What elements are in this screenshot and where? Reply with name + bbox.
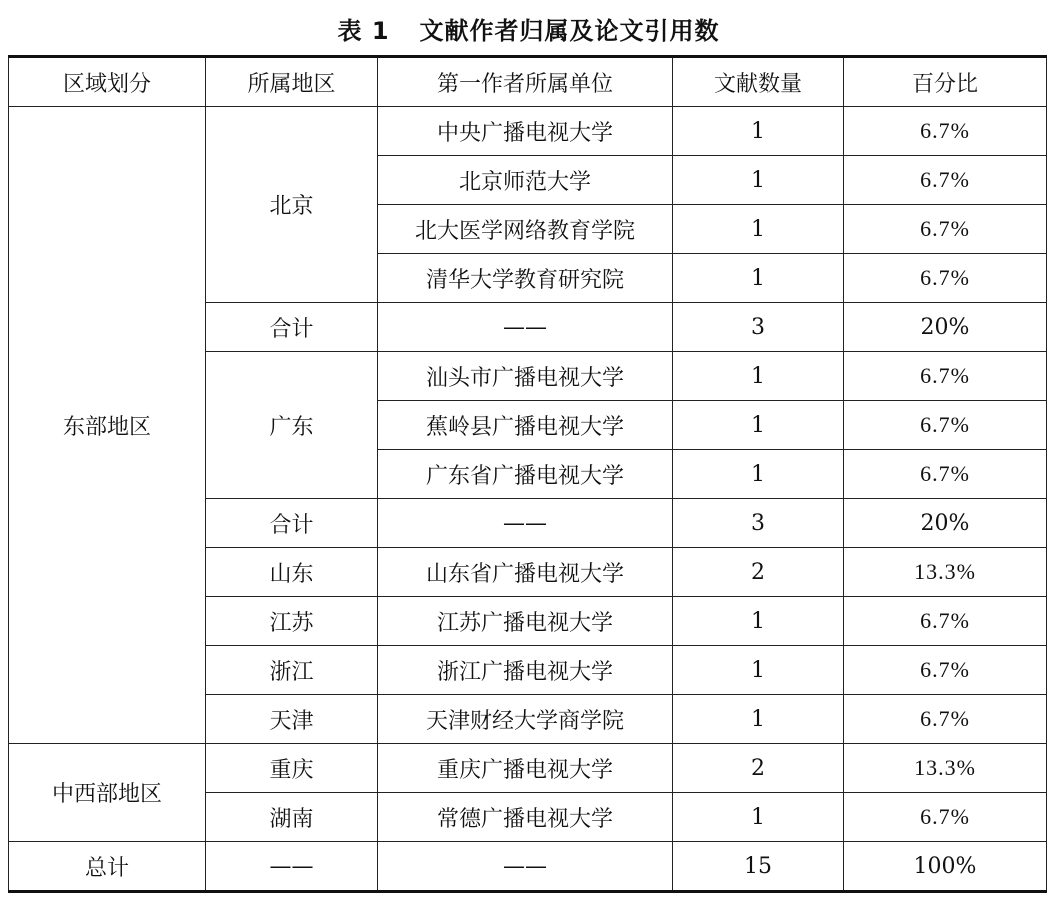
count-cell: 1 (673, 695, 844, 744)
count-cell: 3 (673, 499, 844, 548)
total-row (9, 842, 1047, 892)
unit-cell: 汕头市广播电视大学 (378, 352, 673, 401)
area-cell-shandong: 山东 (206, 548, 378, 597)
subtotal-label-cell: 合计 (206, 499, 378, 548)
total-area-cell: —— (206, 842, 378, 892)
percent-cell: 6.7% (844, 107, 1047, 156)
percent-cell: 6.7% (844, 156, 1047, 205)
count-cell: 1 (673, 450, 844, 499)
percent-cell: 6.7% (844, 254, 1047, 303)
percent-cell: 13.3% (844, 744, 1047, 793)
unit-cell: 江苏广播电视大学 (378, 597, 673, 646)
data-table (8, 55, 1047, 893)
area-cell-jiangsu: 江苏 (206, 597, 378, 646)
area-cell-beijing: 北京 (206, 107, 378, 303)
unit-cell: 中央广播电视大学 (378, 107, 673, 156)
count-cell: 1 (673, 597, 844, 646)
table-title: 文献作者归属及论文引用数 (419, 16, 720, 45)
header-area: 所属地区 (206, 57, 378, 107)
unit-cell: 山东省广播电视大学 (378, 548, 673, 597)
unit-cell: 重庆广播电视大学 (378, 744, 673, 793)
count-cell: 2 (673, 744, 844, 793)
percent-cell: 6.7% (844, 597, 1047, 646)
unit-cell: —— (378, 499, 673, 548)
header-row (9, 57, 1047, 107)
header-count: 文献数量 (673, 57, 844, 107)
total-count-cell: 15 (673, 842, 844, 892)
table-number: 表 1 (337, 16, 390, 45)
header-author-unit: 第一作者所属单位 (378, 57, 673, 107)
table-row (9, 107, 1047, 156)
count-cell: 1 (673, 205, 844, 254)
unit-cell: 北京师范大学 (378, 156, 673, 205)
unit-cell: 天津财经大学商学院 (378, 695, 673, 744)
percent-cell: 13.3% (844, 548, 1047, 597)
unit-cell: —— (378, 303, 673, 352)
unit-cell: 广东省广播电视大学 (378, 450, 673, 499)
area-cell-guangdong: 广东 (206, 352, 378, 499)
count-cell: 1 (673, 793, 844, 842)
area-cell-tianjin: 天津 (206, 695, 378, 744)
region-east-cell: 东部地区 (9, 107, 206, 744)
subtotal-label-cell: 合计 (206, 303, 378, 352)
count-cell: 1 (673, 254, 844, 303)
percent-cell: 6.7% (844, 205, 1047, 254)
unit-cell: 浙江广播电视大学 (378, 646, 673, 695)
unit-cell: 蕉岭县广播电视大学 (378, 401, 673, 450)
percent-cell: 20% (844, 499, 1047, 548)
count-cell: 1 (673, 646, 844, 695)
unit-cell: 北大医学网络教育学院 (378, 205, 673, 254)
count-cell: 2 (673, 548, 844, 597)
table-caption (0, 8, 1057, 48)
unit-cell: 清华大学教育研究院 (378, 254, 673, 303)
total-percent-cell: 100% (844, 842, 1047, 892)
unit-cell: 常德广播电视大学 (378, 793, 673, 842)
percent-cell: 6.7% (844, 352, 1047, 401)
count-cell: 3 (673, 303, 844, 352)
area-cell-hunan: 湖南 (206, 793, 378, 842)
total-label-cell: 总计 (9, 842, 206, 892)
percent-cell: 6.7% (844, 695, 1047, 744)
header-region-division: 区域划分 (9, 57, 206, 107)
percent-cell: 6.7% (844, 401, 1047, 450)
percent-cell: 20% (844, 303, 1047, 352)
area-cell-chongqing: 重庆 (206, 744, 378, 793)
percent-cell: 6.7% (844, 450, 1047, 499)
total-unit-cell: —— (378, 842, 673, 892)
percent-cell: 6.7% (844, 793, 1047, 842)
area-cell-zhejiang: 浙江 (206, 646, 378, 695)
region-central-west-cell: 中西部地区 (9, 744, 206, 842)
count-cell: 1 (673, 401, 844, 450)
count-cell: 1 (673, 107, 844, 156)
count-cell: 1 (673, 156, 844, 205)
header-percent: 百分比 (844, 57, 1047, 107)
table-row (9, 744, 1047, 793)
percent-cell: 6.7% (844, 646, 1047, 695)
count-cell: 1 (673, 352, 844, 401)
